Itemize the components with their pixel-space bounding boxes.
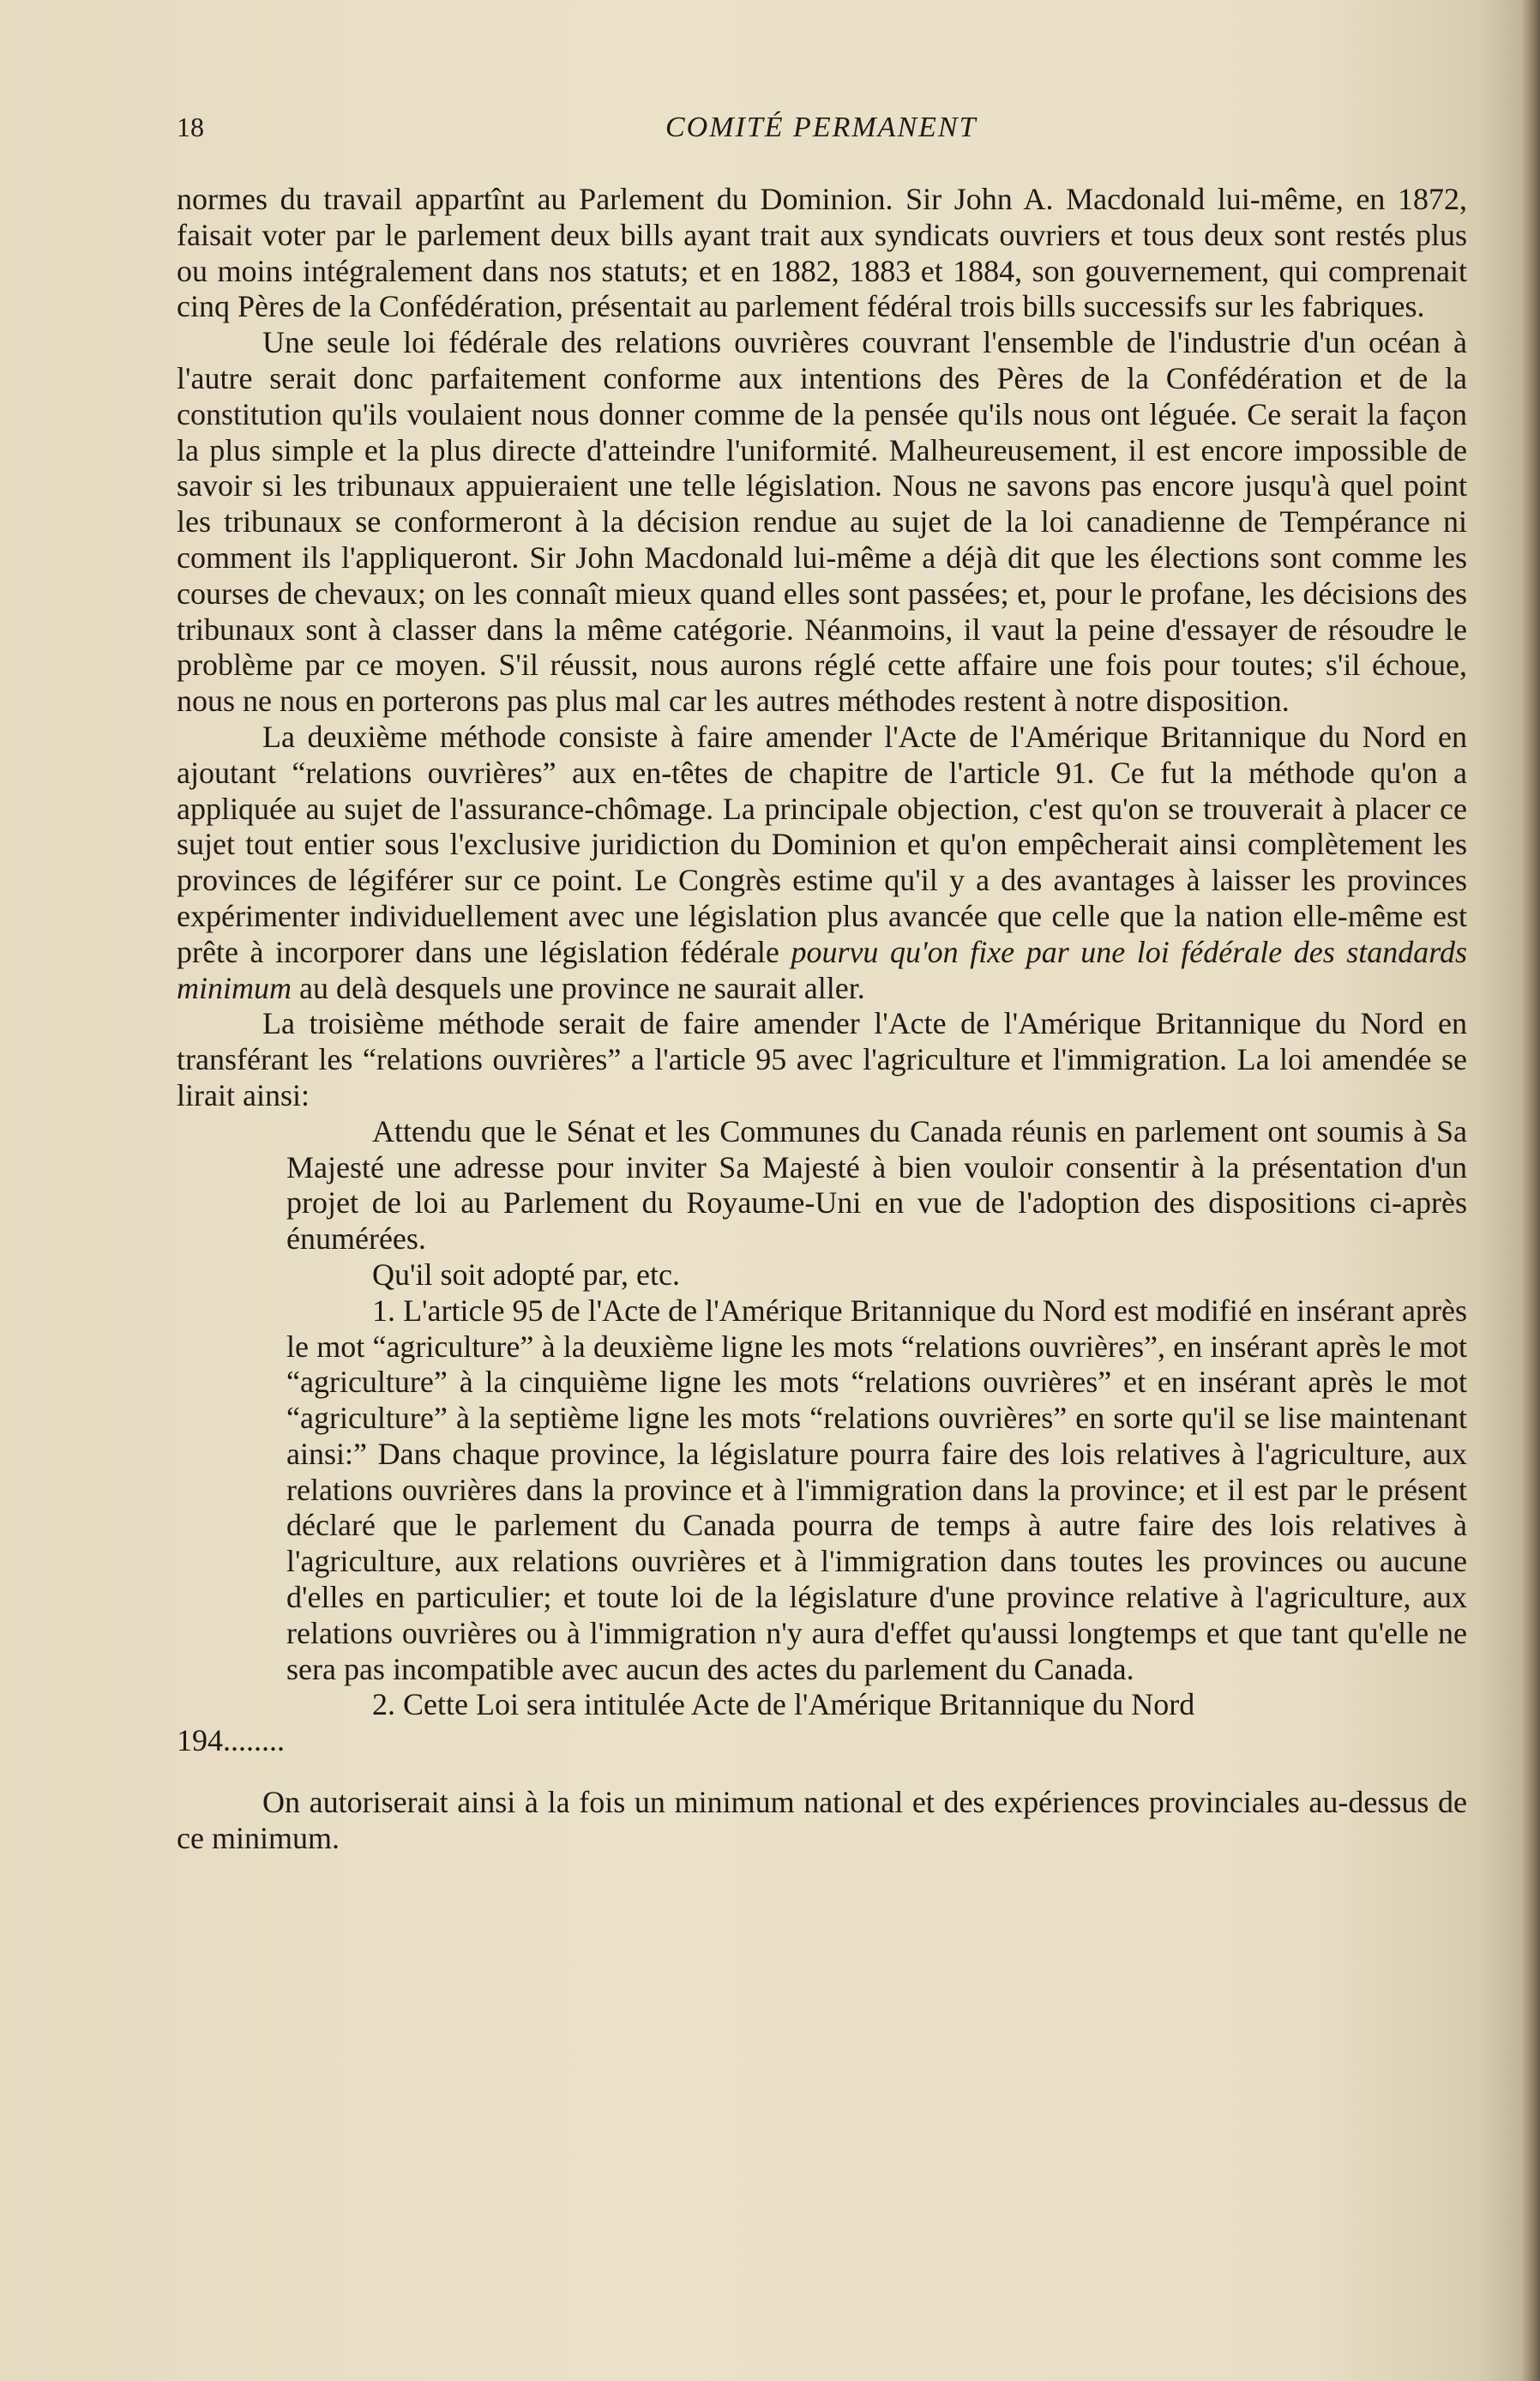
running-title: COMITÉ PERMANENT <box>665 112 978 143</box>
paragraph-4: La troisième méthode serait de faire amender l'Acte de l'Amérique Britannique du Nord en transférant les “relations ouvrières” a l'article 95 avec l'agriculture et l'immigration. La loi amendée se lirait ainsi: <box>177 1006 1467 1112</box>
paragraph-3-text-a: La deuxième méthode consiste à faire amender l'Acte de l'Amérique Britannique du Nord en ajoutant “relations ouvrières” aux en-têtes de chapitre de l'article 91. Ce fut la méthode qu'on a appliquée au sujet de l'assurance-chômage. La principale objection, c'est qu'on se trouverait à placer ce sujet tout entier sous l'exclusive juridiction du Dominion et qu'on empêcherait ainsi complètement les provinces de légiférer sur ce point. Le Congrès estime qu'il y a des avantages à laisser les provinces expérimenter individuellement avec une législation plus avancée que celle que la nation elle-même est prête à incorporer dans une législation fédérale <box>177 719 1467 969</box>
page-header <box>177 112 1463 154</box>
page-number: 18 <box>177 112 204 142</box>
paragraph-2: Une seule loi fédérale des relations ouvrières couvrant l'ensemble de l'industrie d'un océan à l'autre serait donc parfaitement conforme aux intentions des Pères de la Confédération et de la constitution qu'ils voulaient nous donner comme de la pensée qu'ils nous ont léguée. Ce serait la façon la plus simple et la plus directe d'atteindre l'uniformité. Malheureusement, il est encore impossible de savoir si les tribunaux appuieraient une telle législation. Nous ne savons pas encore jusqu'à quel point les tribunaux se conformeront à la décision rendue au sujet de la loi canadienne de Tempérance ni comment ils l'appliqueront. Sir John Macdonald lui-même a déjà dit que les élections sont comme les courses de chevaux; on les connaît mieux quand elles sont passées; et, pour le profane, les décisions des tribunaux sont à classer dans la même catégorie. Néanmoins, il vaut la peine d'essayer de résoudre le problème par ce moyen. S'il réussit, nous aurons réglé cette affaire une fois pour toutes; s'il échoue, nous ne nous en porterons pas plus mal car les autres méthodes restent à notre disposition. <box>177 325 1467 719</box>
paragraph-1: normes du travail appartînt au Parlement du Dominion. Sir John A. Macdonald lui-même, en 1872, faisait voter par le parlement deux bills ayant trait aux syndicats ouvriers et tous deux sont restés plus ou moins intégralement dans nos statuts; et en 1882, 1883 et 1884, son gouvernement, qui comprenait cinq Pères de la Confédération, présentait au parlement fédéral trois bills successifs sur les fabriques. <box>177 182 1467 324</box>
paragraph-3-italic: pourvu qu'on fixe par une loi fédérale des standards minimum <box>177 934 1467 1005</box>
paragraph-3-text-b: au delà desquels une province ne saurait aller. <box>292 970 865 1005</box>
quote-1: Attendu que le Sénat et les Communes du Canada réunis en parlement ont soumis à Sa Majesté une adresse pour inviter Sa Majesté à bien vouloir consentir à la présentation d'un projet de loi au Parlement du Royaume-Uni en vue de l'adoption des dispositions ci-après énumérées. <box>286 1113 1467 1257</box>
paragraph-5: On autoriserait ainsi à la fois un minimum national et des expériences provinciales au-dessus de ce minimum. <box>177 1785 1467 1855</box>
body-text <box>177 182 1467 1857</box>
quote-4: 2. Cette Loi sera intitulée Acte de l'Amérique Britannique du Nord <box>372 1687 1195 1722</box>
quote-4-year: 194........ <box>177 1723 285 1758</box>
quote-2: Qu'il soit adopté par, etc. <box>372 1257 680 1292</box>
quote-3: 1. L'article 95 de l'Acte de l'Amérique Britannique du Nord est modifié en insérant après le mot “agriculture” à la deuxième ligne les mots “relations ouvrières”, en insérant après le mot “agriculture” à la cinquième ligne les mots “relations ouvrières” et en insérant après le mot “agriculture” à la septième ligne les mots “relations ouvrières” en sorte qu'il se lise maintenant ainsi:” Dans chaque province, la législature pourra faire des lois relatives à l'agriculture, aux relations ouvrières dans la province et à l'immigration dans la province; et il est par le présent déclaré que le parlement du Canada pourra de temps à autre faire des lois relatives à l'agriculture, aux relations ouvrières et à l'immigration dans toutes les provinces ou aucune d'elles en particulier; et toute loi de la législature d'une province relative à l'agriculture, aux relations ouvrières ou à l'immigration n'y aura d'effet qu'aussi longtemps et que tant qu'elle ne sera pas incompatible avec aucun des actes du parlement du Canada. <box>286 1293 1467 1686</box>
paragraph-3 <box>177 720 1467 1006</box>
page-edge-shadow <box>1521 0 1540 2381</box>
